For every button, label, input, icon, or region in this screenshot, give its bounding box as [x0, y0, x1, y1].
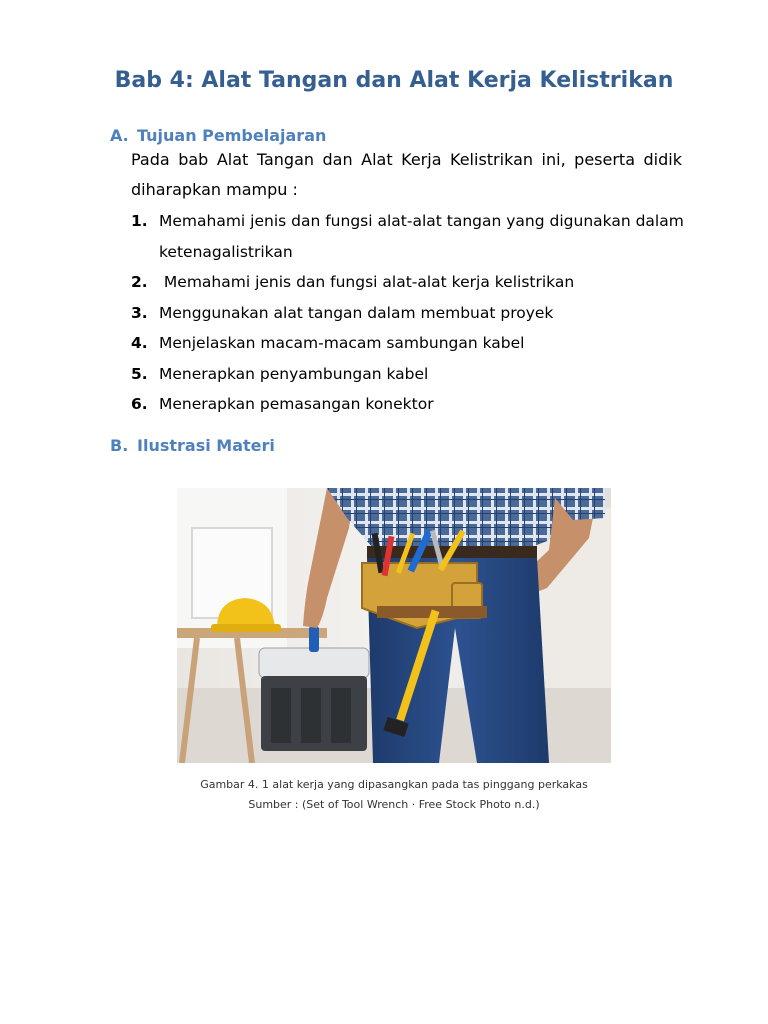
list-text: Memahami jenis dan fungsi alat-alat kerja kelistrikan	[159, 273, 575, 291]
intro-paragraph: Pada bab Alat Tangan dan Alat Kerja Kelistrikan ini, peserta didik diharapkan mampu :	[131, 150, 682, 199]
list-item	[131, 298, 691, 329]
page-title: Bab 4: Alat Tangan dan Alat Kerja Kelistrikan	[114, 68, 674, 93]
list-item	[131, 206, 691, 267]
section-b-title: Ilustrasi Materi	[137, 436, 275, 455]
list-number: 4.	[131, 334, 148, 352]
list-number: 3.	[131, 303, 148, 322]
section-b-letter: B.	[110, 436, 129, 455]
list-text: Memahami jenis dan fungsi alat-alat tangan yang digunakan dalam ketenagalistrikan	[159, 212, 684, 261]
list-text: Menjelaskan macam-macam sambungan kabel	[159, 334, 525, 352]
electrician-tool-belt-illustration	[177, 488, 611, 763]
list-text: Menerapkan pemasangan konektor	[159, 395, 434, 413]
figure-caption: Gambar 4. 1 alat kerja yang dipasangkan pada tas pinggang perkakas	[200, 778, 588, 791]
section-b-heading	[110, 436, 275, 455]
list-text: Menerapkan penyambungan kabel	[159, 364, 429, 383]
objectives-list	[131, 206, 691, 420]
section-a-heading	[110, 126, 326, 145]
figure-source: Sumber : (Set of Tool Wrench · Free Stock Photo n.d.)	[248, 798, 540, 811]
list-item	[131, 328, 691, 359]
list-item	[131, 389, 691, 420]
section-a-title: Tujuan Pembelajaran	[137, 126, 327, 145]
figure-photo	[177, 488, 611, 763]
list-number: 5.	[131, 364, 148, 383]
section-a-letter: A.	[110, 126, 129, 145]
list-number: 1.	[131, 212, 148, 230]
list-number: 6.	[131, 395, 148, 413]
list-item	[131, 359, 691, 390]
list-text: Menggunakan alat tangan dalam membuat proyek	[159, 303, 554, 322]
list-item	[131, 267, 691, 298]
list-number: 2.	[131, 273, 148, 291]
